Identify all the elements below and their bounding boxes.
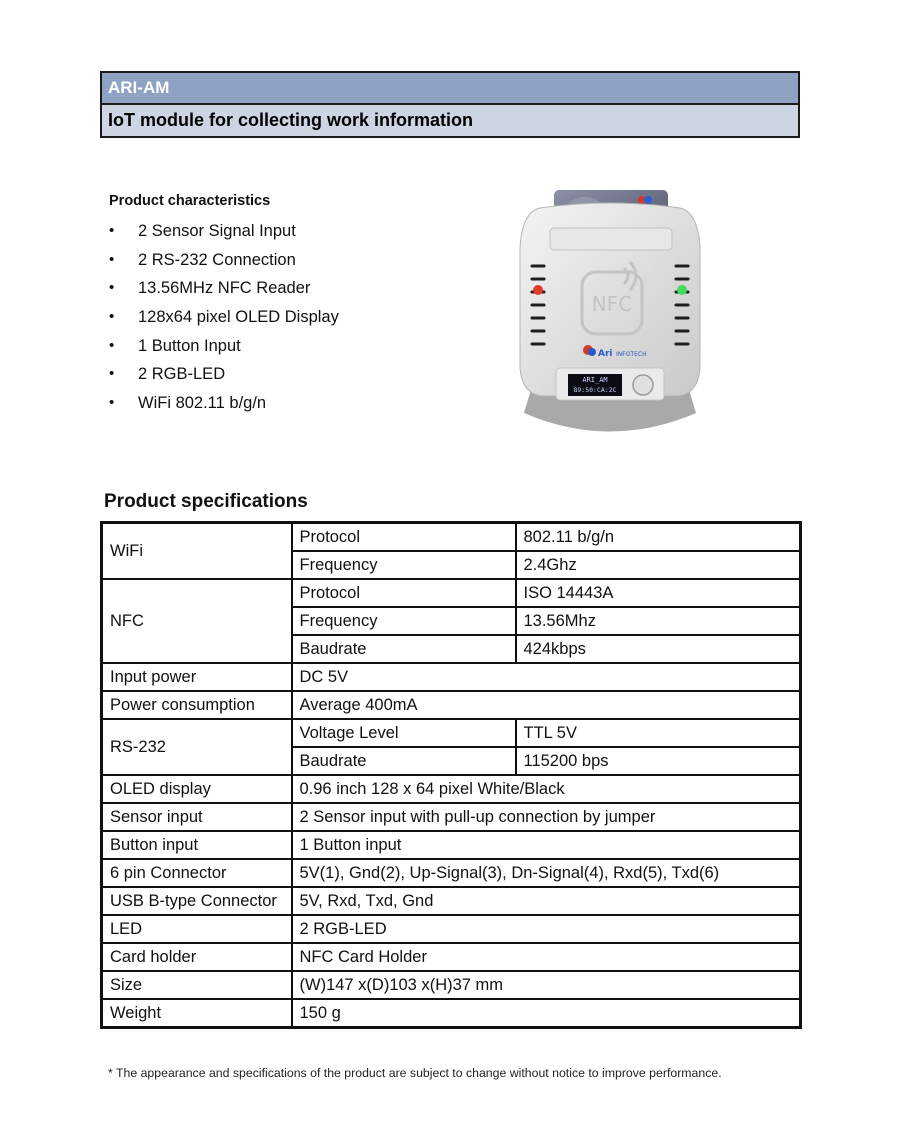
specifications-title: Product specifications <box>104 491 308 512</box>
document-header <box>100 71 800 138</box>
bullet-icon: • <box>109 394 115 412</box>
table-row <box>102 523 801 552</box>
spec-label: Button input <box>102 831 292 859</box>
table-row <box>102 719 801 747</box>
bullet-icon: • <box>109 365 115 383</box>
table-row <box>102 831 801 859</box>
table-row <box>102 691 801 719</box>
spec-value: (W)147 x(D)103 x(H)37 mm <box>292 971 801 999</box>
spec-label: LED <box>102 915 292 943</box>
document-subtitle: IoT module for collecting work information <box>102 105 798 136</box>
spec-value: 2 RGB-LED <box>292 915 801 943</box>
spec-label: Weight <box>102 999 292 1028</box>
spec-value: 2.4Ghz <box>516 551 801 579</box>
characteristics-list <box>106 217 339 418</box>
spec-value: 0.96 inch 128 x 64 pixel White/Black <box>292 775 801 803</box>
spec-value: Average 400mA <box>292 691 801 719</box>
spec-value: 5V(1), Gnd(2), Up-Signal(3), Dn-Signal(4), Rxd(5), Txd(6) <box>292 859 801 887</box>
spec-group-label: WiFi <box>102 523 292 580</box>
spec-param: Protocol <box>292 579 516 607</box>
characteristics-title: Product characteristics <box>109 193 271 209</box>
bullet-icon: • <box>109 336 115 354</box>
characteristic-text: 2 Sensor Signal Input <box>138 222 296 240</box>
table-row <box>102 943 801 971</box>
spec-value: 5V, Rxd, Txd, Gnd <box>292 887 801 915</box>
spec-label: Power consumption <box>102 691 292 719</box>
spec-param: Voltage Level <box>292 719 516 747</box>
spec-value: 424kbps <box>516 635 801 663</box>
spec-param: Frequency <box>292 551 516 579</box>
characteristic-text: 1 Button Input <box>138 336 241 355</box>
table-row <box>102 803 801 831</box>
characteristic-text: 13.56MHz NFC Reader <box>138 279 311 298</box>
table-row <box>102 663 801 691</box>
vent-left <box>532 266 544 344</box>
list-item <box>106 332 339 361</box>
spec-value: NFC Card Holder <box>292 943 801 971</box>
vent-right <box>676 266 688 344</box>
spec-value: ISO 14443A <box>516 579 801 607</box>
spec-label: OLED display <box>102 775 292 803</box>
spec-param: Baudrate <box>292 635 516 663</box>
spec-param: Frequency <box>292 607 516 635</box>
spec-value: DC 5V <box>292 663 801 691</box>
list-item <box>106 360 339 389</box>
bullet-icon: • <box>109 279 115 297</box>
spec-label: USB B-type Connector <box>102 887 292 915</box>
spec-value: 115200 bps <box>516 747 801 775</box>
spec-param: Baudrate <box>292 747 516 775</box>
characteristic-text: 2 RGB-LED <box>138 365 226 384</box>
model-name: ARI-AM <box>102 73 798 105</box>
table-row <box>102 915 801 943</box>
spec-label: Sensor input <box>102 803 292 831</box>
display-line-2: 89:50:CA:2C <box>573 386 617 394</box>
spec-value: 2 Sensor input with pull-up connection by jumper <box>292 803 801 831</box>
table-row <box>102 579 801 607</box>
spec-group-label: NFC <box>102 579 292 663</box>
display-line-1: ARI_AM <box>582 376 608 384</box>
spec-value: TTL 5V <box>516 719 801 747</box>
spec-value: 13.56Mhz <box>516 607 801 635</box>
spec-label: Input power <box>102 663 292 691</box>
table-row <box>102 887 801 915</box>
bullet-icon: • <box>109 222 115 239</box>
list-item <box>106 246 339 275</box>
characteristic-text: WiFi 802.11 b/g/n <box>138 394 267 413</box>
footnote: * The appearance and specifications of the product are subject to change without notice to improve performance. <box>108 1066 722 1080</box>
list-item <box>106 389 339 418</box>
spec-label: Card holder <box>102 943 292 971</box>
list-item <box>106 217 339 246</box>
characteristic-text: 2 RS-232 Connection <box>138 250 296 269</box>
list-item <box>106 274 339 303</box>
spec-label: 6 pin Connector <box>102 859 292 887</box>
nfc-logo-text: NFC <box>591 292 633 316</box>
led-right <box>677 285 687 295</box>
table-row <box>102 999 801 1028</box>
brand-suffix: INFOTECH <box>616 351 647 358</box>
device-photo <box>510 188 710 443</box>
list-item <box>106 303 339 332</box>
device-button <box>633 375 653 395</box>
bullet-icon: • <box>109 250 115 268</box>
spec-value: 150 g <box>292 999 801 1028</box>
bullet-icon: • <box>109 308 115 326</box>
led-left <box>533 285 543 295</box>
table-row <box>102 859 801 887</box>
specifications-table <box>100 521 802 1029</box>
spec-value: 1 Button input <box>292 831 801 859</box>
spec-group-label: RS-232 <box>102 719 292 775</box>
characteristic-text: 128x64 pixel OLED Display <box>138 308 339 327</box>
table-row <box>102 775 801 803</box>
spec-label: Size <box>102 971 292 999</box>
spec-param: Protocol <box>292 523 516 552</box>
brand-prefix: Ari <box>598 349 613 359</box>
spec-value: 802.11 b/g/n <box>516 523 801 552</box>
table-row <box>102 971 801 999</box>
